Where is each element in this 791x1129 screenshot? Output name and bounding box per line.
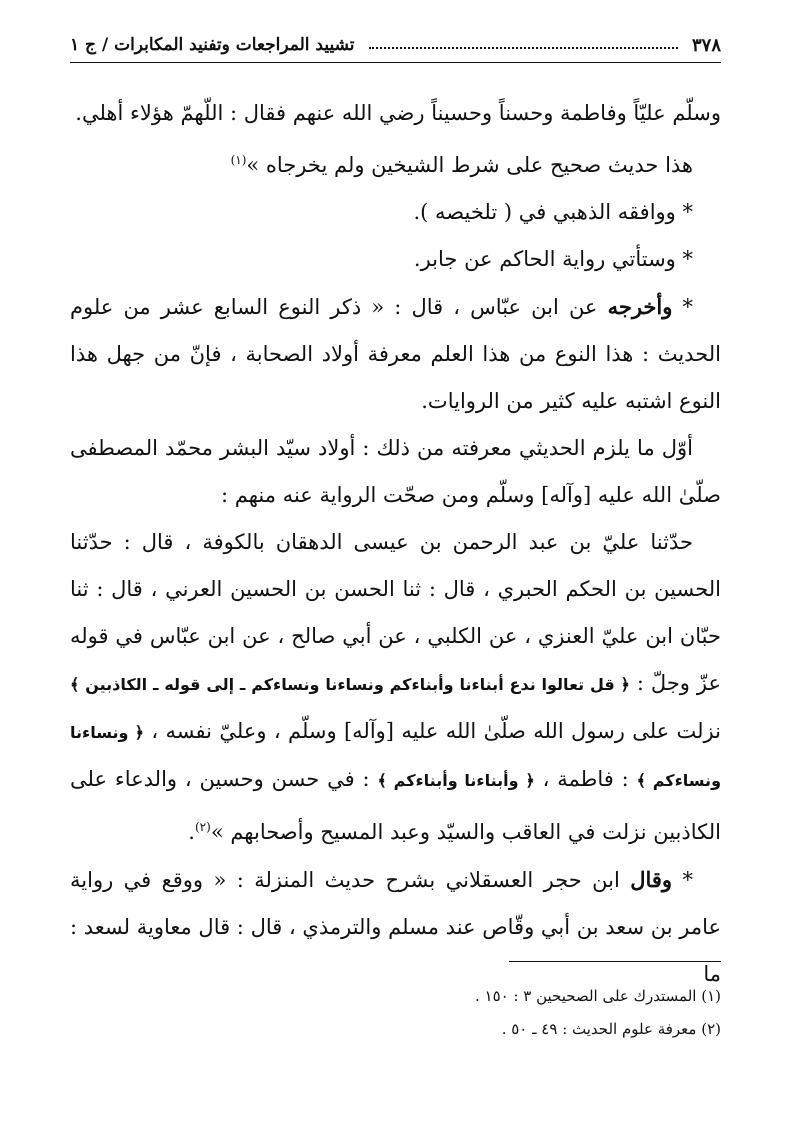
quran-quote-1: ﴿ قل تعالوا ندع أبناءنا وأبناءكم ونساءنا ونساءكم ـ إلى قوله ـ الكاذبين ﴾ [70, 675, 630, 694]
footnote-2: (٢) معرفة علوم الحديث : ٤٩ ـ ٥٠ . [501, 1020, 721, 1038]
footnote-separator [509, 961, 721, 962]
paragraph-7 [70, 519, 721, 856]
keyword-qala: وقال [630, 867, 673, 892]
quran-quote-3: ﴿ وأبناءنا وأبناءكم ﴾ [377, 771, 535, 790]
footnote-1: (١) المستدرك على الصحيحين ٣ : ١٥٠ . [474, 987, 721, 1005]
paragraph-5 [70, 283, 721, 425]
page-number: ٣٧٨ [691, 34, 721, 56]
paragraph-6: أوّل ما يلزم الحديثي معرفته من ذلك : أولاد سيّد البشر محمّد المصطفى صلّىٰ الله عليه [وآله] وسلّم ومن صحّت الرواية عنه منهم : [70, 436, 721, 507]
footnote-ref-2: (٢) [194, 820, 211, 834]
header-leader-dots [369, 41, 678, 49]
quran-quote-2: ﴿ ونساءنا ونساءكم ﴾ [70, 723, 722, 790]
paragraph-8-text: ابن حجر العسقلاني بشرح حديث المنزلة : « ووقع في رواية عامر بن سعد بن أبي وقّاص عند مسلم والترمذي ، قال : قال معاوية لسعد : ما [70, 868, 721, 986]
paragraph-8 [70, 856, 721, 998]
book-title: تشييد المراجعات وتفنيد المكابرات / ج ١ [70, 35, 355, 55]
footnote-ref-1: (١) [230, 153, 247, 167]
paragraph-2 [70, 137, 721, 189]
paragraph-1: وسلّم عليّاً وفاطمة وحسناً وحسيناً رضي الله عنهم فقال : اللّهمّ هؤلاء أهلي. [75, 101, 721, 125]
paragraph-7-text-c: : فاطمة ، [542, 767, 629, 791]
paragraph-4: * وستأتي رواية الحاكم عن جابر. [413, 247, 693, 271]
paragraph-5-text: عن ابن عبّاس ، قال : « ذكر النوع السابع عشر من علوم الحديث : هذا النوع من هذا العلم معرفة أولاد الصحابة ، فإنّ من جهل هذا النوع اشتبه عليه كثير من الروايات. [70, 295, 721, 413]
running-header [70, 28, 721, 63]
paragraph-3: * ووافقه الذهبي في ( تلخيصه ). [413, 200, 693, 224]
paragraph-7-text-a: حدّثنا عليّ بن عبد الرحمن بن عيسى الدهقان بالكوفة ، قال : حدّثنا الحسين بن الحكم الحبري ، قال : ثنا الحسن بن الحسين العرني ، قال : ثنا حبّان ابن عليّ العنزي ، عن الكلبي ، عن أبي صالح ، عن ابن عبّاس في قوله عزّ وجلّ : [70, 530, 722, 695]
keyword-akhrajahu: وأخرجه [607, 294, 673, 319]
asterisk-marker: * [682, 295, 693, 319]
paragraph-7-text-b: نزلت على رسول الله صلّىٰ الله عليه [وآله] وسلّم ، وعليّ نفسه ، [151, 719, 721, 743]
main-text [70, 90, 721, 998]
paragraph-7-end: . [188, 820, 195, 844]
paragraph-7-text-d: : في حسن وحسين ، والدعاء على الكاذبين نزلت في العاقب والسيّد وعبد المسيح وأصحابهم » [70, 767, 721, 844]
asterisk-marker-2: * [682, 868, 693, 892]
paragraph-2-text: هذا حديث صحيح على شرط الشيخين ولم يخرجاه » [246, 153, 693, 177]
footnotes [70, 980, 721, 1046]
